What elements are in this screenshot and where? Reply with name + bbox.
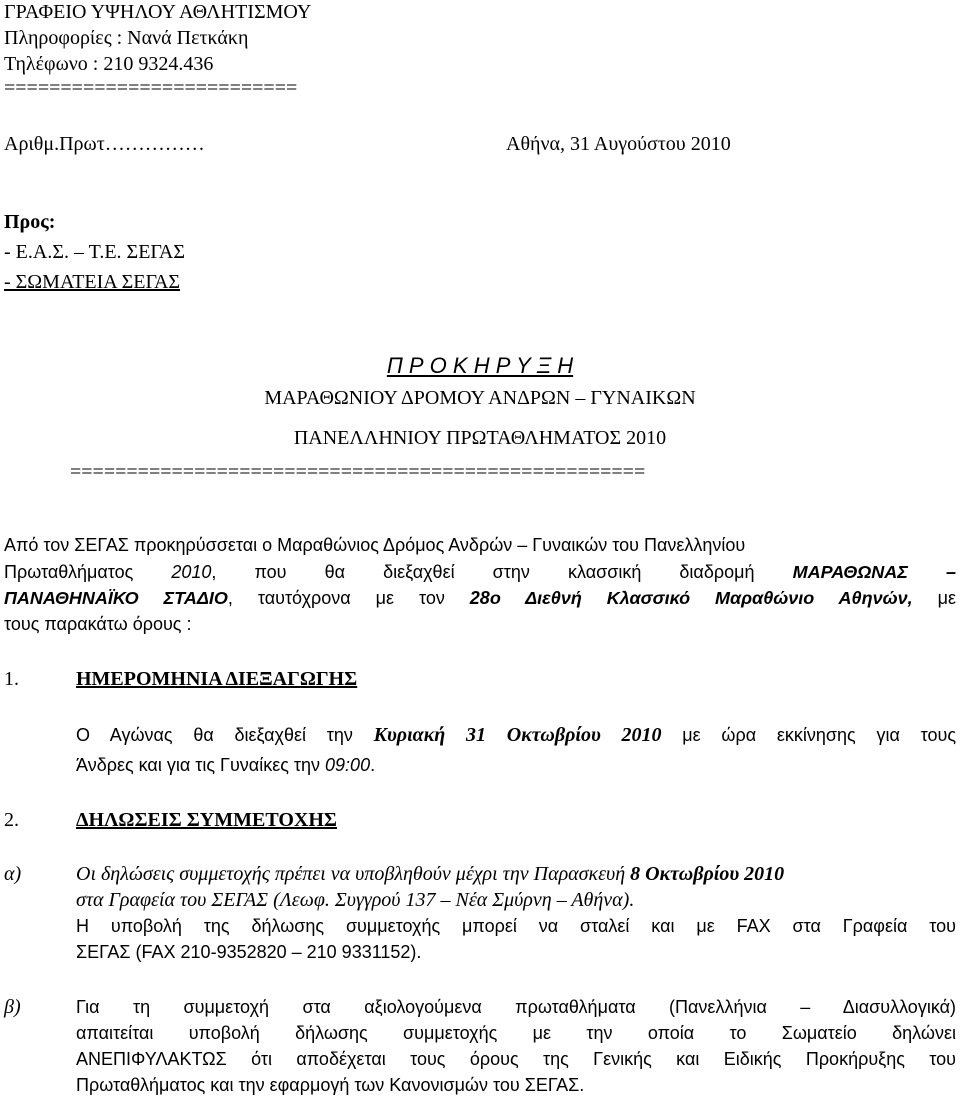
intro-route-end: ΠΑΝΑΘΗΝΑΪΚΟ ΣΤΑΔΙΟ xyxy=(4,588,228,608)
intro-route-start: ΜΑΡΑΘΩΝΑΣ – xyxy=(792,562,956,582)
deadline-date: 8 Οκτωβρίου 2010 xyxy=(630,863,785,885)
item-b-line-3: ΑΝΕΠΙΦΥΛΑΚΤΩΣ ότι αποδέχεται τους όρους της Γενικής και Ειδικής Προκήρυξης του xyxy=(76,1049,956,1069)
title-subtitle-1: ΜΑΡΑΘΩΝΙΟΥ ΔΡΟΜΟΥ ΑΝΔΡΩΝ – ΓΥΝΑΙΚΩΝ xyxy=(264,387,696,409)
recipient-2: - ΣΩΜΑΤΕΙΑ ΣΕΓΑΣ xyxy=(4,271,181,293)
section-2-title: ΔΗΛΩΣΕΙΣ ΣΥΜΜΕΤΟΧΗΣ xyxy=(76,809,337,831)
intro-text: με xyxy=(937,588,956,608)
intro-line-2 xyxy=(4,560,956,584)
title-subtitle-2: ΠΑΝΕΛΛΗΝΙΟΥ ΠΡΩΤΑΘΛΗΜΑΤΟΣ 2010 xyxy=(293,427,667,449)
section-1-number: 1. xyxy=(4,668,19,690)
item-b-line-1: Για τη συμμετοχή στα αξιολογούμενα πρωταθλήματα (Πανελλήνια – Διασυλλογικά) xyxy=(76,997,956,1017)
intro-line-3 xyxy=(4,586,956,610)
section-1-line-2 xyxy=(76,753,375,777)
office-name: ΓΡΑΦΕΙΟ ΥΨΗΛΟΥ ΑΘΛΗΤΙΣΜΟΥ xyxy=(4,1,312,23)
intro-line-1: Από τον ΣΕΓΑΣ προκηρύσσεται ο Μαραθώνιος Δρόμος Ανδρών – Γυναικών του Πανελληνίου xyxy=(4,535,746,555)
intro-year: 2010 xyxy=(171,562,212,582)
intro-line-4: τους παρακάτω όρους : xyxy=(4,614,192,634)
intro-text: Πρωταθλήματος xyxy=(4,562,134,582)
section-1-line-1 xyxy=(76,723,956,747)
contact-info: Πληροφορίες : Νανά Πετκάκη xyxy=(4,27,249,49)
section-1-text: με ώρα εκκίνησης για τους xyxy=(682,725,956,745)
item-a-label: α) xyxy=(4,863,22,885)
title-rule: =================================================== xyxy=(70,461,646,483)
item-a-line-1 xyxy=(76,862,956,886)
section-1-text: Άνδρες και για τις Γυναίκες την xyxy=(76,755,321,775)
item-a-line-4: ΣΕΓΑΣ (FAX 210-9352820 – 210 9331152). xyxy=(76,942,422,962)
protocol-number: Αριθμ.Πρωτ…………… xyxy=(4,133,205,155)
header-rule: ========================== xyxy=(4,77,298,99)
start-time: 09:00 xyxy=(325,755,371,775)
section-1-text: . xyxy=(370,755,376,775)
item-b-line-4: Πρωταθλήματος και την εφαρμογή των Κανονισμών του ΣΕΓΑΣ. xyxy=(76,1075,585,1095)
recipients-label: Προς: xyxy=(4,211,56,233)
section-2-number: 2. xyxy=(4,809,19,831)
intro-text: , που θα διεξαχθεί στην κλασσική διαδρομή xyxy=(211,562,755,582)
section-1-text: Ο Αγώνας θα διεξαχθεί την xyxy=(76,725,353,745)
item-a-line-3: Η υποβολή της δήλωσης συμμετοχής μπορεί να σταλεί και με FAX στα Γραφεία του xyxy=(76,916,956,936)
recipient-1: - Ε.Α.Σ. – Τ.Ε. ΣΕΓΑΣ xyxy=(4,241,185,263)
document-title: Π Ρ Ο Κ Η Ρ Υ Ξ Η xyxy=(386,353,574,378)
intro-event-name: 28ο Διεθνή Κλασσικό Μαραθώνιο Αθηνών, xyxy=(469,588,913,608)
section-1-title: ΗΜΕΡΟΜΗΝΙΑ ΔΙΕΞΑΓΩΓΗΣ xyxy=(76,668,358,690)
item-b-line-2: απαιτείται υποβολή δήλωσης συμμετοχής με την οποία το Σωματείο δηλώνει xyxy=(76,1023,956,1043)
letter-date: Αθήνα, 31 Αυγούστου 2010 xyxy=(506,133,731,155)
intro-text: , ταυτόχρονα με τον xyxy=(227,588,445,608)
item-b-label: β) xyxy=(4,996,21,1018)
item-a-line-2: στα Γραφεία του ΣΕΓΑΣ (Λεωφ. Συγγρού 137 – Νέα Σμύρνη – Αθήνα). xyxy=(76,889,635,911)
item-a-text: Οι δηλώσεις συμμετοχής πρέπει να υποβληθούν μέχρι την Παρασκευή xyxy=(76,863,626,885)
race-date: Κυριακή 31 Οκτωβρίου 2010 xyxy=(373,724,662,746)
contact-phone: Τηλέφωνο : 210 9324.436 xyxy=(4,53,214,75)
